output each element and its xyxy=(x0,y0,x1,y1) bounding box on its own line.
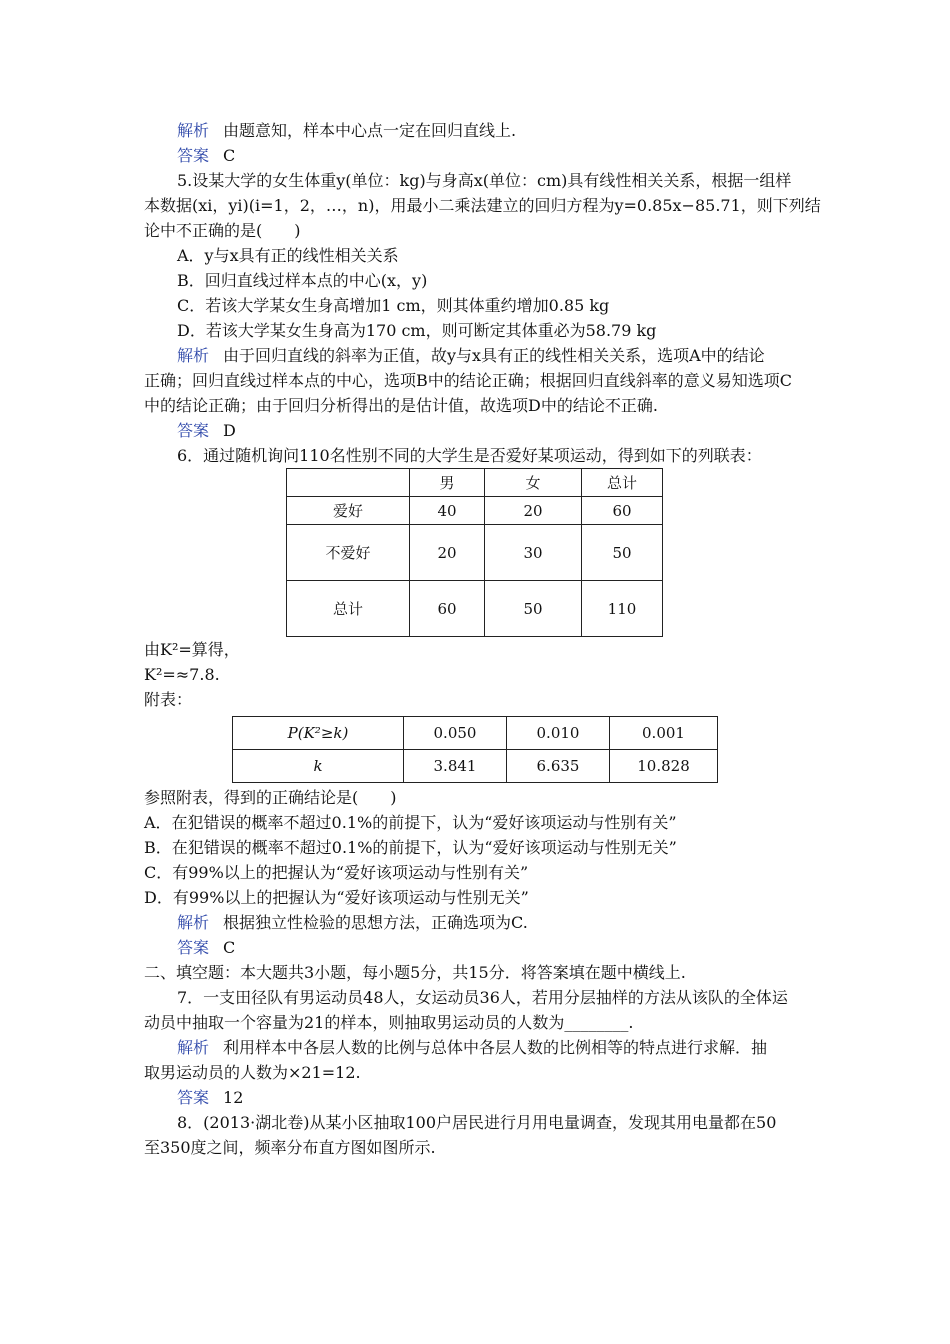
table-cell: 60 xyxy=(410,581,485,637)
q5-stem-line-2: 本数据(xi，yi)(i=1，2，…，n)，用最小二乘法建立的回归方程为y=0.85x−85.71，则下列结 xyxy=(144,196,821,215)
table-cell: 女 xyxy=(485,469,582,497)
q8-stem-line-1: 8．(2013·湖北卷)从某小区抽取100户居民进行月用电量调查，发现其用电量都在50 xyxy=(177,1113,777,1132)
table-cell: 3.841 xyxy=(404,750,507,783)
q5-analysis-line-3: 中的结论正确；由于回归分析得出的是估计值，故选项D中的结论不正确. xyxy=(144,396,658,415)
analysis-label: 解析 xyxy=(177,1038,210,1057)
table-cell xyxy=(287,469,410,497)
answer-label: 答案 xyxy=(177,421,210,440)
q5-option-d: D．若该大学某女生身高为170 cm，则可断定其体重必为58.79 kg xyxy=(177,321,657,340)
table-row xyxy=(233,717,718,750)
q7-answer xyxy=(144,1085,814,1110)
analysis-label: 解析 xyxy=(177,346,210,365)
table-cell: 0.001 xyxy=(610,717,718,750)
table-cell: 爱好 xyxy=(287,497,410,525)
q6-option-c: C．有99%以上的把握认为“爱好该项运动与性别有关” xyxy=(144,863,529,882)
q6-analysis-text: 根据独立性检验的思想方法，正确选项为C. xyxy=(223,913,528,932)
q5-option-b: B．回归直线过样本点的中心(x，y) xyxy=(177,271,428,290)
answer-label: 答案 xyxy=(177,146,210,165)
q6-stem: 6．通过随机询问110名性别不同的大学生是否爱好某项运动，得到如下的列联表： xyxy=(177,446,762,465)
q6-analysis xyxy=(144,910,814,935)
q5-analysis-line-1 xyxy=(144,343,814,368)
q6-option-b: B．在犯错误的概率不超过0.1%的前提下，认为“爱好该项运动与性别无关” xyxy=(144,838,677,857)
contingency-table xyxy=(286,468,663,637)
document-body xyxy=(144,118,821,1160)
q5-stem-line-3: 论中不正确的是( ) xyxy=(144,221,301,240)
analysis-label: 解析 xyxy=(177,121,210,140)
q6-option-d: D．有99%以上的把握认为“爱好该项运动与性别无关” xyxy=(144,888,529,907)
q5-option-c: C．若该大学某女生身高增加1 cm，则其体重约增加0.85 kg xyxy=(177,296,610,315)
table-cell: 20 xyxy=(485,497,582,525)
table-cell: 110 xyxy=(582,581,663,637)
table-row xyxy=(287,497,663,525)
q4-analysis-text: 由题意知，样本中心点一定在回归直线上. xyxy=(223,121,517,140)
table-cell: 0.010 xyxy=(507,717,610,750)
table-cell: 30 xyxy=(485,525,582,581)
table-row xyxy=(233,750,718,783)
q5-analysis-line-2: 正确；回归直线过样本点的中心，选项B中的结论正确；根据回归直线斜率的意义易知选项C xyxy=(144,371,793,390)
q4-answer-value: C xyxy=(223,146,236,165)
q7-analysis-text-1: 利用样本中各层人数的比例与总体中各层人数的比例相等的特点进行求解．抽 xyxy=(223,1038,768,1057)
table-cell: 20 xyxy=(410,525,485,581)
table-cell: 50 xyxy=(582,525,663,581)
q6-formula-line-1: 由K²=算得， xyxy=(144,640,240,659)
q6-option-a: A．在犯错误的概率不超过0.1%的前提下，认为“爱好该项运动与性别有关” xyxy=(144,813,677,832)
q5-option-a: A．y与x具有正的线性相关关系 xyxy=(177,246,399,265)
q6-formula-line-2: K²=≈7.8. xyxy=(144,665,220,684)
analysis-label: 解析 xyxy=(177,913,210,932)
q5-analysis-text-1: 由于回归直线的斜率为正值，故y与x具有正的线性相关关系，选项A中的结论 xyxy=(223,346,765,365)
table-cell: 10.828 xyxy=(610,750,718,783)
q4-analysis xyxy=(144,118,814,143)
table-cell: 男 xyxy=(410,469,485,497)
table-cell: 60 xyxy=(582,497,663,525)
q7-analysis-line-2: 取男运动员的人数为×21=12. xyxy=(144,1063,361,1082)
q4-answer xyxy=(144,143,814,168)
q8-stem-line-2: 至350度之间，频率分布直方图如图所示. xyxy=(144,1138,436,1157)
q7-stem-line-2: 动员中抽取一个容量为21的样本，则抽取男运动员的人数为________. xyxy=(144,1013,634,1032)
table-cell: 不爱好 xyxy=(287,525,410,581)
table-cell: 总计 xyxy=(582,469,663,497)
q7-answer-value: 12 xyxy=(223,1088,244,1107)
q6-question: 参照附表，得到的正确结论是( ) xyxy=(144,788,397,807)
table-cell: P(K²≥k) xyxy=(233,717,404,750)
table-cell: 总计 xyxy=(287,581,410,637)
section-2-heading: 二、填空题：本大题共3小题，每小题5分，共15分．将答案填在题中横线上. xyxy=(144,963,686,982)
table-row xyxy=(287,525,663,581)
answer-label: 答案 xyxy=(177,1088,210,1107)
table-cell: 50 xyxy=(485,581,582,637)
q5-stem-line-1: 5.设某大学的女生体重y(单位：kg)与身高x(单位：cm)具有线性相关关系，根据一组样 xyxy=(177,171,792,190)
q6-answer xyxy=(144,935,814,960)
q5-answer-value: D xyxy=(223,421,236,440)
q5-answer xyxy=(144,418,814,443)
q6-appendix-label: 附表： xyxy=(144,690,193,709)
table-cell: 40 xyxy=(410,497,485,525)
table-header-row xyxy=(287,469,663,497)
q6-answer-value: C xyxy=(223,938,236,957)
q7-analysis-line-1 xyxy=(144,1035,814,1060)
table-cell: k xyxy=(233,750,404,783)
critical-value-table xyxy=(232,716,718,783)
table-row xyxy=(287,581,663,637)
table-cell: 0.050 xyxy=(404,717,507,750)
answer-label: 答案 xyxy=(177,938,210,957)
table-cell: 6.635 xyxy=(507,750,610,783)
q7-stem-line-1: 7．一支田径队有男运动员48人，女运动员36人，若用分层抽样的方法从该队的全体运 xyxy=(177,988,788,1007)
